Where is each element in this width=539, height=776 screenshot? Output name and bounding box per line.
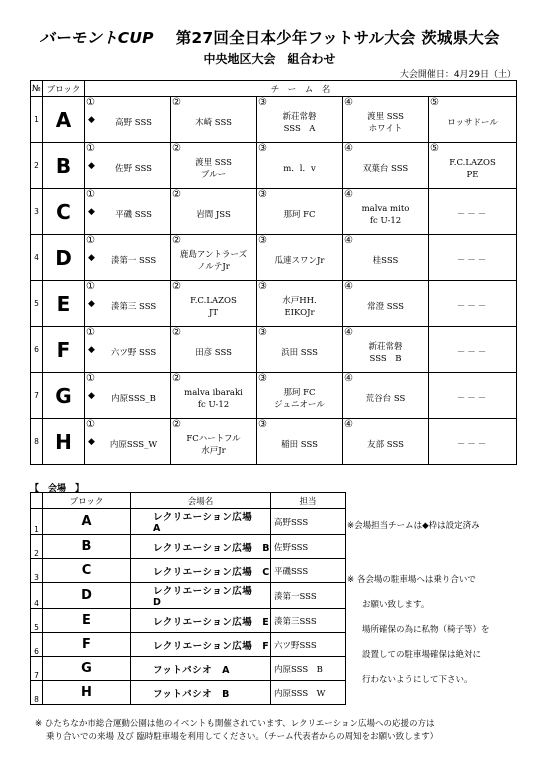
slot-number: ④	[344, 235, 353, 246]
slot-number: ④	[344, 97, 353, 108]
team-slot	[171, 143, 257, 189]
team-slot	[343, 189, 429, 235]
team-name: 稲田 SSS	[281, 439, 318, 450]
venue-header-resp: 担当	[271, 493, 346, 509]
assigned-diamond-icon: ◆	[88, 391, 95, 401]
team-slot	[343, 327, 429, 373]
group-row	[31, 281, 517, 327]
slot-number: ④	[344, 373, 353, 384]
team-name: 水戸HH. EIKOJr	[282, 295, 317, 318]
venue-row	[31, 681, 346, 705]
team-name: 鹿島アントラーズ ノルテJr	[179, 249, 248, 272]
team-name: ロッサドール	[447, 117, 498, 128]
team-name: FCハートフル 水戸Jr	[186, 433, 241, 456]
venue-no: 8	[31, 681, 43, 705]
venue-responsible: 平磯SSS	[271, 559, 346, 583]
page-subtitle: 中央地区大会 組合わせ	[203, 52, 336, 66]
slot-number: ④	[344, 281, 353, 292]
team-name: 渡里 SSS ホワイト	[367, 111, 404, 134]
venue-heading: 【 会場 】	[30, 484, 85, 494]
team-name: F.C.LAZOS PE	[449, 157, 496, 180]
slot-number: ②	[172, 235, 181, 246]
team-name: 浜田 SSS	[281, 347, 318, 358]
venue-block: B	[43, 535, 131, 559]
group-no: 6	[31, 327, 43, 373]
team-name: 新荘常磐 SSS A	[282, 111, 317, 134]
venue-no: 1	[31, 509, 43, 535]
team-name: 平磯 SSS	[115, 209, 152, 220]
venue-block: G	[43, 657, 131, 681]
group-row	[31, 373, 517, 419]
parking-note-1: ※ 各会場の駐車場へは乗り合いで	[347, 575, 476, 585]
group-no: 8	[31, 419, 43, 465]
venue-name: レクリエーション広場 B	[131, 535, 271, 559]
team-name: 内原SSS_B	[111, 393, 156, 404]
team-slot	[257, 281, 343, 327]
slot-number: ①	[86, 419, 95, 430]
group-row	[31, 419, 517, 465]
slot-number: ①	[86, 143, 95, 154]
team-slot	[171, 281, 257, 327]
team-name: 瓜連スワンJr	[274, 255, 325, 266]
tournament-title: 第27回全日本少年フットサル大会 茨城県大会	[175, 29, 500, 47]
venue-responsible: 高野SSS	[271, 509, 346, 535]
venue-name: レクリエーション広場 C	[131, 559, 271, 583]
team-name: 木崎 SSS	[195, 117, 232, 128]
team-slot	[343, 97, 429, 143]
team-name: 高野 SSS	[115, 117, 152, 128]
team-slot	[85, 373, 171, 419]
team-slot	[429, 97, 517, 143]
venue-responsible: 湊第三SSS	[271, 609, 346, 633]
venue-note: ※会場担当チームは◆枠は設定済み	[347, 521, 480, 531]
group-row	[31, 189, 517, 235]
venue-name: レクリエーション広場 E	[131, 609, 271, 633]
slot-number: ②	[172, 97, 181, 108]
venue-row	[31, 509, 346, 535]
assigned-diamond-icon: ◆	[88, 115, 95, 125]
team-name: 友部 SSS	[367, 439, 404, 450]
header-team: チ ー ム 名	[85, 81, 517, 97]
team-slot	[429, 419, 517, 465]
group-no: 7	[31, 373, 43, 419]
group-block: C	[43, 189, 85, 235]
venue-name: レクリエーション広場 D	[131, 583, 271, 609]
team-slot	[429, 235, 517, 281]
venue-no: 6	[31, 633, 43, 657]
slot-number: ③	[258, 419, 267, 430]
group-no: 2	[31, 143, 43, 189]
slot-number: ⑤	[430, 97, 439, 108]
team-slot	[343, 281, 429, 327]
team-name: 田彦 SSS	[195, 347, 232, 358]
group-block: H	[43, 419, 85, 465]
team-name: 常澄 SSS	[367, 301, 404, 312]
team-slot	[429, 281, 517, 327]
team-name: 六ツ野 SSS	[110, 347, 157, 358]
team-slot	[257, 373, 343, 419]
slot-number: ③	[258, 235, 267, 246]
team-slot	[257, 97, 343, 143]
venue-no: 4	[31, 583, 43, 609]
slot-number: ②	[172, 419, 181, 430]
team-slot	[429, 327, 517, 373]
assigned-diamond-icon: ◆	[88, 207, 95, 217]
slot-number: ④	[344, 327, 353, 338]
team-slot	[257, 143, 343, 189]
team-name: 岩間 JSS	[196, 209, 231, 220]
event-date: 大会開催日：4月29日（土）	[399, 70, 516, 80]
team-name: malva mito fc U-12	[361, 203, 410, 226]
venue-no: 5	[31, 609, 43, 633]
group-no: 1	[31, 97, 43, 143]
slot-number: ②	[172, 281, 181, 292]
venue-name: レクリエーション広場 A	[131, 509, 271, 535]
team-slot	[257, 419, 343, 465]
venue-name: フットパシオ A	[131, 657, 271, 681]
team-name: 内原SSS_W	[109, 439, 158, 450]
group-block: D	[43, 235, 85, 281]
team-slot	[85, 235, 171, 281]
venue-row	[31, 559, 346, 583]
venue-responsible: 内原SSS B	[271, 657, 346, 681]
team-slot	[343, 235, 429, 281]
venue-responsible: 湊第一SSS	[271, 583, 346, 609]
slot-number: ③	[258, 143, 267, 154]
team-slot	[85, 189, 171, 235]
venue-no: 3	[31, 559, 43, 583]
venue-name: フットパシオ B	[131, 681, 271, 705]
assigned-diamond-icon: ◆	[88, 253, 95, 263]
team-name: 渡里 SSS ブルー	[195, 157, 232, 180]
slot-number: ②	[172, 327, 181, 338]
team-slot	[429, 189, 517, 235]
team-slot	[257, 189, 343, 235]
venue-header-no	[31, 493, 43, 509]
team-slot	[171, 97, 257, 143]
venue-block: A	[43, 509, 131, 535]
venue-block: H	[43, 681, 131, 705]
slot-number: ①	[86, 373, 95, 384]
venue-row	[31, 583, 346, 609]
slot-number: ①	[86, 327, 95, 338]
venue-row	[31, 657, 346, 681]
team-slot	[171, 235, 257, 281]
group-row	[31, 143, 517, 189]
team-name: malva ibaraki fc U-12	[184, 387, 243, 410]
brand-name: バーモントCUP	[39, 29, 154, 47]
team-slot	[343, 143, 429, 189]
slot-number: ④	[344, 419, 353, 430]
venue-row	[31, 609, 346, 633]
venue-responsible: 六ツ野SSS	[271, 633, 346, 657]
parking-note-4: 設置しての駐車場確保は絶対に	[362, 650, 482, 660]
group-table-header	[31, 81, 517, 97]
team-slot	[171, 419, 257, 465]
team-name: 新荘常磐 SSS B	[368, 341, 403, 364]
team-name: 那珂 FC ジュニオール	[274, 387, 325, 410]
group-block: G	[43, 373, 85, 419]
venue-table	[30, 492, 346, 705]
team-name: 桂SSS	[372, 255, 399, 266]
slot-number: ①	[86, 97, 95, 108]
team-name: －－－	[456, 301, 489, 312]
team-slot	[85, 143, 171, 189]
group-row	[31, 235, 517, 281]
team-slot	[85, 97, 171, 143]
footer-line-2: 乗り合いでの来場 及び 臨時駐車場を利用してください。（チーム代表者からの周知をお願い致します）	[46, 732, 439, 742]
team-name: －－－	[456, 255, 489, 266]
slot-number: ②	[172, 373, 181, 384]
slot-number: ①	[86, 189, 95, 200]
team-slot	[171, 189, 257, 235]
venue-no: 7	[31, 657, 43, 681]
slot-number: ①	[86, 281, 95, 292]
slot-number: ③	[258, 373, 267, 384]
venue-header-block: ブロック	[43, 493, 131, 509]
group-table	[30, 80, 517, 465]
team-name: －－－	[456, 439, 489, 450]
slot-number: ③	[258, 189, 267, 200]
footer-note	[35, 718, 438, 744]
team-name: F.C.LAZOS JT	[190, 295, 237, 318]
team-slot	[343, 373, 429, 419]
team-name: －－－	[456, 209, 489, 220]
assigned-diamond-icon: ◆	[88, 345, 95, 355]
group-block: F	[43, 327, 85, 373]
slot-number: ⑤	[430, 143, 439, 154]
team-slot	[343, 419, 429, 465]
team-name: 荒谷台 SS	[365, 393, 406, 404]
team-name: 佐野 SSS	[115, 163, 152, 174]
header-no: №	[31, 81, 43, 97]
venue-row	[31, 535, 346, 559]
venue-no: 2	[31, 535, 43, 559]
venue-block: C	[43, 559, 131, 583]
venue-block: D	[43, 583, 131, 609]
team-name: 那珂 FC	[283, 209, 316, 220]
group-block: E	[43, 281, 85, 327]
slot-number: ④	[344, 143, 353, 154]
parking-note-5: 行わないようにして下さい。	[362, 675, 473, 685]
slot-number: ④	[344, 189, 353, 200]
assigned-diamond-icon: ◆	[88, 299, 95, 309]
slot-number: ①	[86, 235, 95, 246]
group-no: 5	[31, 281, 43, 327]
group-block: A	[43, 97, 85, 143]
venue-table-header	[31, 493, 346, 509]
team-name: 湊第三 SSS	[110, 301, 157, 312]
team-slot	[429, 373, 517, 419]
team-slot	[257, 235, 343, 281]
parking-note-3: 場所確保の為に私物（椅子等）を	[362, 625, 490, 635]
group-block: B	[43, 143, 85, 189]
team-slot	[85, 419, 171, 465]
venue-row	[31, 633, 346, 657]
slot-number: ③	[258, 327, 267, 338]
venue-block: E	[43, 609, 131, 633]
assigned-diamond-icon: ◆	[88, 437, 95, 447]
team-slot	[429, 143, 517, 189]
venue-responsible: 内原SSS W	[271, 681, 346, 705]
slot-number: ②	[172, 143, 181, 154]
team-slot	[85, 327, 171, 373]
group-no: 4	[31, 235, 43, 281]
footer-line-1: ※ ひたちなか市総合運動公園は他のイベントも開催されています、レクリエーション広場への応援の方は	[35, 719, 435, 729]
slot-number: ③	[258, 281, 267, 292]
venue-block: F	[43, 633, 131, 657]
venue-header-name: 会場名	[131, 493, 271, 509]
team-slot	[85, 281, 171, 327]
team-name: 双葉台 SSS	[362, 163, 409, 174]
team-name: 湊第一 SSS	[110, 255, 157, 266]
team-slot	[171, 373, 257, 419]
page-title	[0, 26, 539, 48]
slot-number: ②	[172, 189, 181, 200]
parking-note-2: お願い致します。	[362, 600, 430, 610]
slot-number: ③	[258, 97, 267, 108]
group-row	[31, 327, 517, 373]
group-no: 3	[31, 189, 43, 235]
team-name: －－－	[456, 393, 489, 404]
team-slot	[257, 327, 343, 373]
assigned-diamond-icon: ◆	[88, 161, 95, 171]
venue-responsible: 佐野SSS	[271, 535, 346, 559]
venue-name: レクリエーション広場 F	[131, 633, 271, 657]
team-slot	[171, 327, 257, 373]
group-row	[31, 97, 517, 143]
team-name: m．l．v	[283, 163, 316, 174]
header-block: ブロック	[43, 81, 85, 97]
team-name: －－－	[456, 347, 489, 358]
